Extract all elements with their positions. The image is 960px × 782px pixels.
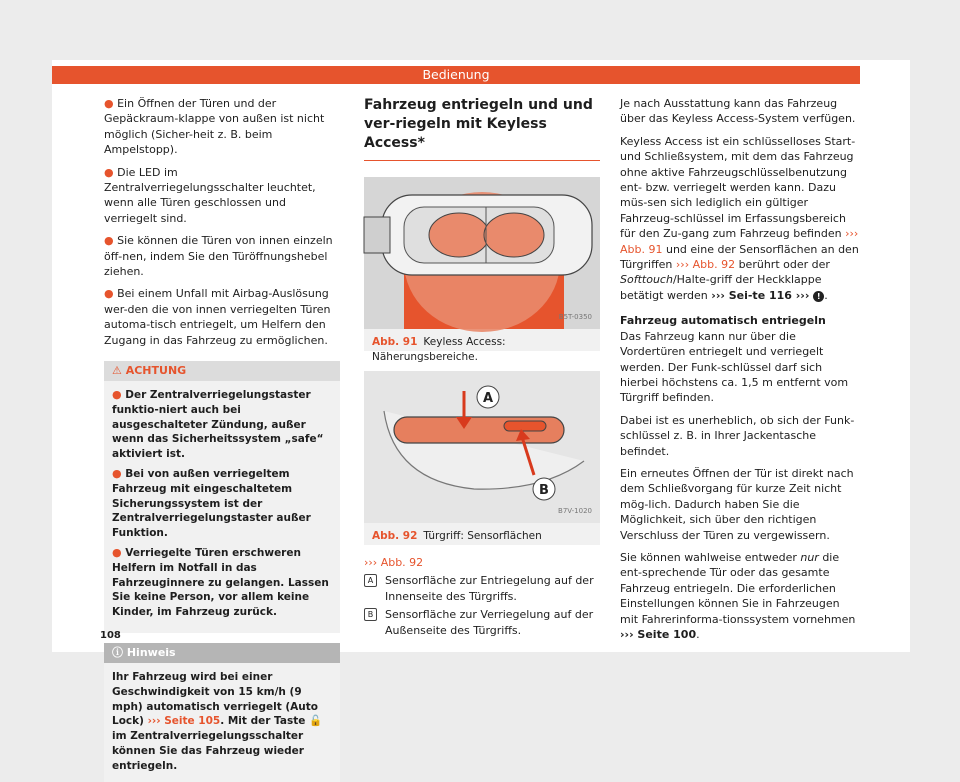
section-title: Fahrzeug entriegeln und und ver-riegeln mit Keyless Access* — [364, 96, 600, 161]
page-number: 108 — [100, 630, 121, 641]
car-topview-illustration — [364, 177, 600, 329]
info-box — [104, 643, 340, 782]
figure-code: B7V-1020 — [558, 506, 592, 515]
bullet-icon: ● — [112, 467, 122, 481]
info-icon: ⓘ — [112, 646, 123, 660]
door-handle-illustration — [364, 371, 600, 523]
figure-91-caption: Abb. 91 Keyless Access: Näherungsbereiche. — [364, 329, 600, 351]
column-middle — [364, 96, 600, 638]
warning-circle-icon: ! — [813, 291, 824, 302]
bullet-icon: ● — [104, 287, 114, 301]
bullet-icon: ● — [104, 97, 114, 110]
column-left — [104, 96, 340, 782]
list-item: ● Bei einem Unfall mit Airbag-Auslösung wer-den die von innen verriegelten Türen automa-tisch entriegelt, um Helfern den Zugang in das Fahrzeug zu ermöglichen. — [104, 287, 331, 347]
page-reference-link[interactable]: ››› Seite 100 — [620, 628, 697, 641]
bullet-icon: ● — [112, 388, 122, 402]
warning-triangle-icon: ⚠ — [112, 364, 122, 378]
warning-header: ⚠ ACHTUNG — [104, 361, 340, 381]
figure-92-caption: Abb. 92 Türgriff: Sensorflächen — [364, 523, 600, 545]
info-header: ⓘ Hinweis — [104, 643, 340, 663]
bullet-icon: ● — [104, 165, 114, 179]
page-header: Bedienung — [52, 66, 860, 84]
figure-91-image — [364, 177, 600, 329]
warning-body — [104, 381, 340, 633]
unlock-icon: 🔓 — [309, 715, 323, 728]
figure-mark-b: B — [539, 483, 549, 498]
paragraph: Ein erneutes Öffnen der Tür ist direkt nach dem Schließvorgang für kurze Zeit nicht mög-lich. Dadurch haben Sie die Möglichkeit, sich über den richtigen Verschluss der Türen zu vergewissern. — [620, 466, 854, 542]
legend-key: B — [364, 608, 377, 621]
paragraph: Das Fahrzeug kann nur über die Vordertüren entriegelt und verriegelt werden. Der Funk-schlüssel darf sich hierbei höchstens ca. 1,5 m entfernt vom Türgriff befinden. — [620, 329, 849, 405]
figure-mark-a: A — [482, 391, 494, 406]
list-item: ● Sie können die Türen von innen einzeln öff-nen, indem Sie den Türöffnungshebel ziehen. — [104, 234, 333, 279]
info-body: Ihr Fahrzeug wird bei einer Geschwindigkeit von 15 km/h (9 mph) automatisch verriegelt (Auto Lock) ››› Seite 105. Mit der Taste 🔓 im Zentralverriegelungsschalter können Sie das Fahrzeug wieder entriegeln. — [112, 671, 323, 772]
paragraph: Dabei ist es unerheblich, ob sich der Funk-schlüssel z. B. in Ihrer Jackentasche befindet. — [620, 413, 855, 458]
legend-text: Sensorfläche zur Verriegelung auf der Außenseite des Türgriffs. — [385, 608, 594, 637]
list-item: ● Bei von außen verriegeltem Fahrzeug mit eingeschaltetem Sicherungssystem ist der Zentralverriegelungstaster außer Funktion. — [112, 467, 311, 540]
bullet-icon: ● — [104, 234, 114, 248]
page-reference-link[interactable]: ››› Sei-te 116 ››› — [711, 288, 814, 302]
list-item: ● Die LED im Zentralverriegelungsschalter leuchtet, wenn alle Türen geschlossen und verriegelt sind. — [104, 165, 316, 225]
bullet-icon: ● — [112, 546, 122, 560]
subheading: Fahrzeug automatisch entriegeln — [620, 314, 826, 328]
paragraph: Sie können wahlweise entweder nur die ent-sprechende Tür oder das gesamte Fahrzeug entriegeln. Die erforderlichen Einstellungen können Sie in Fahrzeugen mit Fahrerinforma-tionssystem vornehmen ››› Seite 100. — [620, 550, 856, 641]
legend-key: A — [364, 574, 377, 587]
legend-item — [364, 607, 600, 638]
list-item: ● Ein Öffnen der Türen und der Gepäckraum-klappe von außen ist nicht möglich (Sicher-heit z. B. beim Ampelstopp). — [104, 97, 325, 157]
figure-reference-link[interactable]: ››› Abb. 91 — [620, 227, 859, 256]
column-right — [620, 96, 860, 649]
legend-item — [364, 573, 600, 604]
paragraph: Keyless Access ist ein schlüsselloses Start- und Schließsystem, mit dem das Fahrzeug ohne aktive Fahrzeugschlüsselbenutzung ent- bzw. verriegelt werden kann. Dazu müs-sen sich lediglich ein gültiger Fahrzeug-schlüssel im Erfassungsbereich für den Zu-gang zum Fahrzeug befinden ››› Abb. 91 und eine der Sensorflächen an den Türgriffen ››› Abb. 92 berührt oder der Softtouch/Halte-griff der Heckklappe betätigt werden ››› Sei-te 116 ››› ! . — [620, 134, 859, 302]
list-item: ● Verriegelte Türen erschweren Helfern im Notfall in das Fahrzeuginnere zu gelangen. Lassen Sie keine Person, vor allem keine Kinder, im Fahrzeug zurück. — [112, 546, 329, 619]
figure-code: B5T-0350 — [558, 312, 592, 321]
figure-reference-link[interactable]: ››› Abb. 92 — [675, 258, 736, 272]
paragraph: Je nach Ausstattung kann das Fahrzeug über das Keyless Access-System verfügen. — [620, 97, 856, 126]
figure-92-image — [364, 371, 600, 523]
figure-reference-link[interactable]: ››› Abb. 92 — [364, 556, 424, 569]
legend-text: Sensorfläche zur Entriegelung auf der Innenseite des Türgriffs. — [385, 574, 594, 603]
warning-box — [104, 361, 340, 633]
list-item: ● Der Zentralverriegelungstaster funktio-niert auch bei ausgeschalteter Zündung, außer wenn das Sicherheitssystem „safe“ aktiviert ist. — [112, 388, 324, 461]
page-reference-link[interactable]: ››› Seite 105 — [147, 715, 221, 728]
